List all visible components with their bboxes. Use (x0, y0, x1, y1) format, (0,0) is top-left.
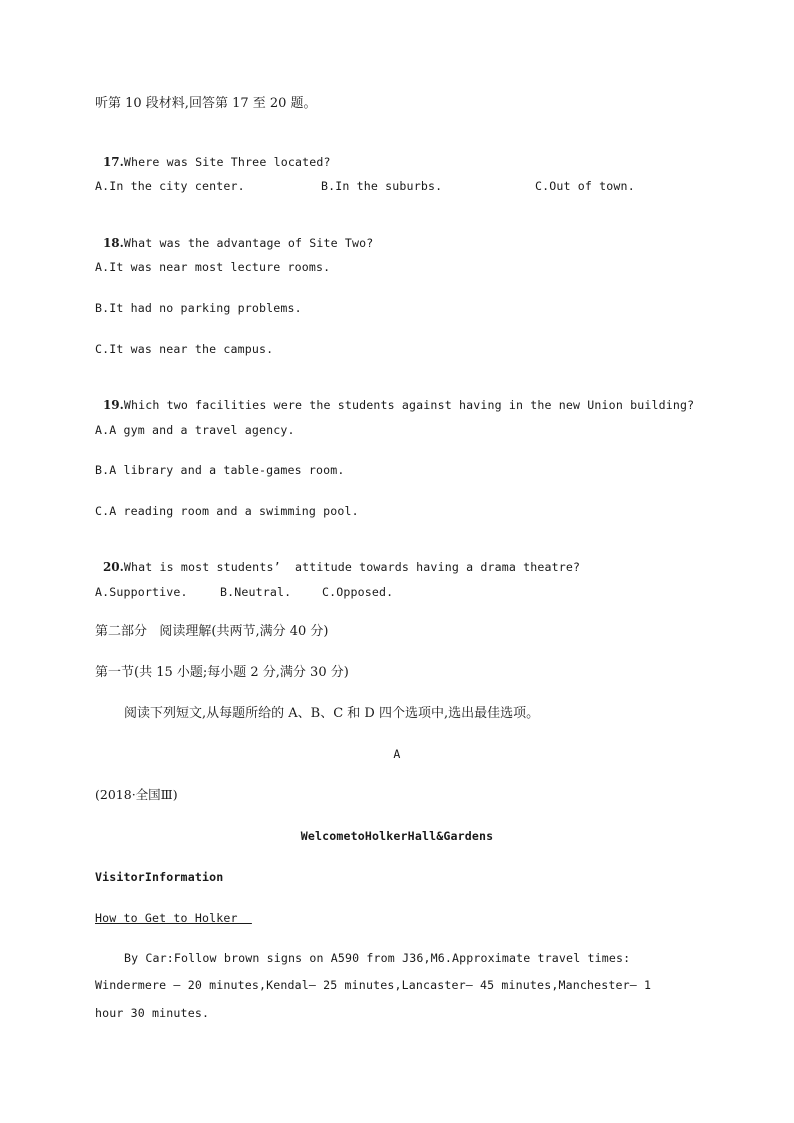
section-one-title: 第一节(共 15 小题;每小题 2 分,满分 30 分) (95, 665, 349, 680)
passage-title: WelcometoHolkerHall&Gardens (300, 829, 494, 843)
question-number: 18. (102, 236, 124, 250)
q19-option-a[interactable]: A.A gym and a travel agency. (95, 423, 295, 437)
q17-option-b[interactable]: B.In the suburbs. (321, 179, 443, 193)
q20-option-a[interactable]: A.Supportive. (95, 585, 188, 599)
q19-option-c[interactable]: C.A reading room and a swimming pool. (95, 504, 359, 518)
paragraph-line-3: hour 30 minutes. (95, 1006, 210, 1020)
question-text: What is most students’ attitude towards having a drama theatre? (123, 560, 581, 574)
q18-option-c[interactable]: C.It was near the campus. (95, 342, 274, 356)
source-label: (2018·全国Ⅲ) (95, 787, 178, 802)
question-number: 17. (102, 155, 124, 169)
section-intro: 听第 10 段材料,回答第 17 至 20 题。 (95, 96, 317, 111)
question-text: What was the advantage of Site Two? (123, 236, 374, 250)
question-text: Which two facilities were the students against having in the new Union building? (123, 398, 695, 412)
q17-option-a[interactable]: A.In the city center. (95, 179, 245, 193)
question-20 (95, 543, 580, 575)
question-number: 20. (102, 560, 124, 574)
q17-option-c[interactable]: C.Out of town. (535, 179, 635, 193)
q19-option-b[interactable]: B.A library and a table-games room. (95, 463, 345, 477)
q20-option-c[interactable]: C.Opposed. (322, 585, 394, 599)
paragraph-line-1: By Car:Follow brown signs on A590 from J36,M6.Approximate travel times: (124, 951, 631, 965)
paragraph-line-2: Windermere — 20 minutes,Kendal— 25 minutes,Lancaster— 45 minutes,Manchester— 1 (95, 978, 652, 992)
q20-option-b[interactable]: B.Neutral. (220, 585, 292, 599)
question-number: 19. (102, 398, 124, 412)
question-18 (95, 219, 373, 251)
question-19 (95, 381, 694, 413)
visitor-info-heading: VisitorInformation (95, 870, 224, 884)
q18-option-a[interactable]: A.It was near most lecture rooms. (95, 260, 331, 274)
part-two-title: 第二部分 阅读理解(共两节,满分 40 分) (95, 624, 329, 639)
question-17 (95, 138, 331, 170)
question-text: Where was Site Three located? (123, 155, 331, 169)
instructions: 阅读下列短文,从每题所给的 A、B、C 和 D 四个选项中,选出最佳选项。 (124, 706, 540, 721)
passage-letter: A (393, 747, 401, 761)
q18-option-b[interactable]: B.It had no parking problems. (95, 301, 302, 315)
how-to-get-heading: How to Get to Holker (95, 911, 252, 925)
